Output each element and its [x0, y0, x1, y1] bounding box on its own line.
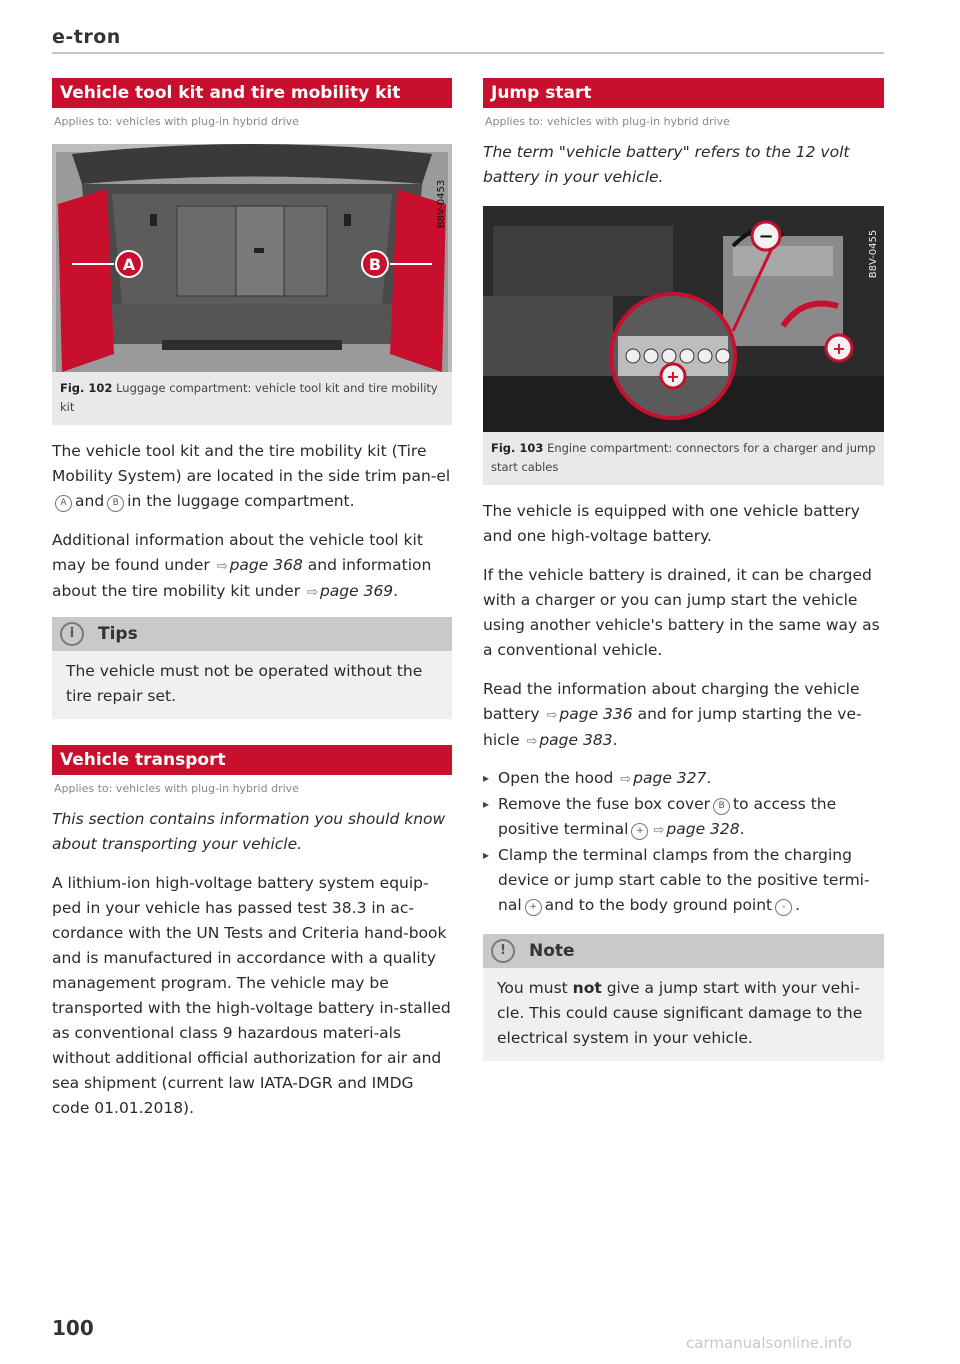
applies-to-note: Applies to: vehicles with plug-in hybrid drive [54, 782, 299, 795]
watermark: carmanualsonline.info [686, 1334, 852, 1352]
arrow-right-icon: ⇨ [620, 772, 632, 787]
figure-102 [52, 144, 452, 425]
circle-label-a: A [55, 495, 72, 512]
minus-circle-icon: - [775, 899, 792, 916]
arrow-right-icon: ⇨ [526, 734, 538, 749]
step-item: ▸ Open the hood ⇨ page 327. [483, 766, 884, 792]
step-item: ▸ Remove the fuse box cover B to access the positive terminal + ⇨ page 328. [483, 792, 884, 843]
note-text: You must not give a jump start with your vehi-cle. This could cause significant damage to the electrical system in your vehicle. [497, 979, 863, 1047]
figure-caption: Fig. 102 Luggage compartment: vehicle tool kit and tire mobility kit [60, 381, 438, 414]
jump-paragraph-2: If the vehicle battery is drained, it can be charged with a charger or you can jump start the vehicle using another vehicle's battery in the same way as a conventional vehicle. [483, 566, 880, 659]
page-number: 100 [52, 1316, 94, 1340]
page-reference-link[interactable]: page 328 [666, 820, 740, 838]
tool-kit-paragraph-1: The vehicle tool kit and the tire mobility kit (Tire Mobility System) are located in the side trim pan-elA and B in the luggage compartment. [52, 442, 451, 510]
right-column [483, 78, 884, 1061]
jump-paragraph-1: The vehicle is equipped with one vehicle battery and one high-voltage battery. [483, 502, 860, 545]
figure-code: B8V-0453 [436, 179, 447, 229]
callout-b: B [368, 255, 382, 274]
note-box [483, 934, 884, 1061]
arrow-right-icon: ⇨ [546, 708, 558, 723]
applies-to-note: Applies to: vehicles with plug-in hybrid drive [54, 115, 299, 128]
applies-to-note: Applies to: vehicles with plug-in hybrid drive [485, 115, 730, 128]
warning-icon: ! [491, 939, 515, 963]
instruction-steps [483, 766, 884, 918]
section-title-transport: Vehicle transport [52, 745, 452, 775]
tips-text: The vehicle must not be operated without the tire repair set. [66, 662, 423, 705]
figure-caption: Fig. 103 Engine compartment: connectors for a charger and jump start cables [491, 441, 876, 474]
arrow-right-icon: ⇨ [216, 559, 228, 574]
section-title-tool-kit: Vehicle tool kit and tire mobility kit [52, 78, 452, 108]
jump-start-intro: The term "vehicle battery" refers to the 12 volt battery in your vehicle. [483, 143, 850, 186]
tips-title: Tips [98, 624, 138, 644]
step-item: ▸ Clamp the terminal clamps from the charging device or jump start cable to the positive termi-nal + and to the body ground point - . [483, 843, 884, 918]
plus-terminal-label: + [666, 367, 680, 386]
callout-a: A [122, 255, 136, 274]
figure-code: B8V-0455 [868, 229, 879, 279]
tips-box [52, 617, 452, 719]
page-reference-link[interactable]: page 327 [633, 769, 707, 787]
luggage-compartment-image [52, 144, 452, 372]
transport-paragraph: A lithium-ion high-voltage battery system equip-ped in your vehicle has passed test 38.3 in ac-cordance with the UN Tests and Criteria hand-book and is manufactured in accordance with a quality management program. The vehicle may be transported with the high-voltage battery in-stalled as conventional class 9 hazardous materi-als without additional official authorization for air and sea shipment (current law IATA-DGR and IMDG code 01.01.2018). [52, 874, 451, 1117]
section-title-jump-start: Jump start [483, 78, 884, 108]
plus-circle-icon: + [525, 899, 542, 916]
page-header-title: e-tron [52, 26, 121, 48]
page-reference-link[interactable]: page 368 [229, 556, 303, 574]
tool-kit-paragraph-2: Additional information about the vehicle tool kit may be found under ⇨ page 368 and information about the tire mobility kit under ⇨ page 369. [52, 531, 432, 600]
jump-paragraph-3: Read the information about charging the vehicle battery ⇨ page 336 and for jump starting the ve-hicle ⇨ page 383. [483, 680, 862, 749]
arrow-right-icon: ⇨ [653, 823, 665, 838]
header-divider [52, 52, 884, 54]
plus-terminal-label: + [832, 339, 846, 358]
left-column [52, 78, 452, 1121]
page-reference-link[interactable]: page 369 [319, 582, 394, 600]
plus-circle-icon: + [631, 823, 648, 840]
info-icon: i [60, 622, 84, 646]
transport-intro: This section contains information you should know about transporting your vehicle. [52, 810, 446, 853]
note-title: Note [529, 941, 575, 961]
page-reference-link[interactable]: page 336 [559, 705, 633, 723]
figure-103 [483, 206, 884, 485]
minus-terminal-label: − [758, 226, 774, 247]
circle-label-b: B [107, 495, 124, 512]
page-reference-link[interactable]: page 383 [539, 731, 613, 749]
arrow-right-icon: ⇨ [307, 585, 318, 600]
engine-compartment-image [483, 206, 884, 432]
circle-label-b: B [713, 798, 730, 815]
